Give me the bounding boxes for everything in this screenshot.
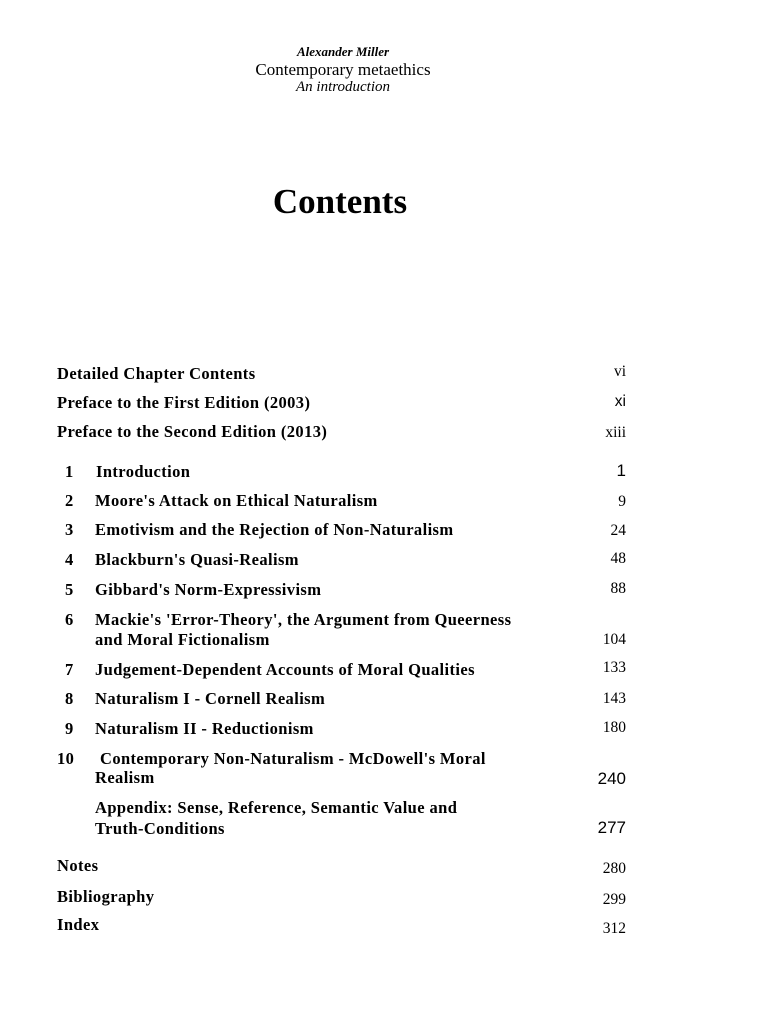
book-subtitle: An introduction	[295, 79, 391, 95]
chapter-title: Introduction	[96, 462, 191, 481]
toc-entry-page: 280	[602, 860, 626, 877]
toc-entry-title: Preface to the Second Edition (2013)	[57, 422, 328, 441]
chapter-number: 3	[65, 520, 74, 539]
chapter-page: 133	[602, 659, 626, 676]
appendix-title-line2: Truth-Conditions	[95, 819, 225, 838]
toc-entry-title: Preface to the First Edition (2003)	[57, 393, 311, 412]
chapter-number: 2	[65, 491, 74, 510]
chapter-title: Naturalism I - Cornell Realism	[95, 689, 326, 708]
chapter-page: 240	[597, 769, 626, 788]
chapter-title: Moore's Attack on Ethical Naturalism	[95, 491, 378, 510]
toc-entry-page: xiii	[605, 424, 626, 441]
appendix-title-line1: Appendix: Sense, Reference, Semantic Value and	[95, 798, 458, 817]
toc-entry-title: Bibliography	[57, 887, 155, 906]
toc-entry-page: 299	[602, 891, 626, 908]
chapter-title: Blackburn's Quasi-Realism	[95, 550, 299, 569]
chapter-number: 4	[65, 550, 74, 569]
chapter-number: 8	[65, 689, 74, 708]
chapter-page: 1	[616, 461, 626, 480]
chapter-number: 7	[65, 660, 74, 679]
chapter-page: 48	[610, 550, 626, 567]
chapter-title: Emotivism and the Rejection of Non-Naturalism	[95, 520, 454, 539]
chapter-page: 180	[602, 719, 626, 736]
chapter-title-line1: Contemporary Non-Naturalism - McDowell's Moral	[100, 749, 486, 768]
toc-entry-page: 312	[602, 920, 626, 937]
chapter-title-line2: and Moral Fictionalism	[95, 630, 270, 649]
chapter-title-line1: Mackie's 'Error-Theory', the Argument from Queerness	[95, 610, 512, 629]
author-name: Alexander Miller	[296, 44, 390, 59]
toc-entry-page: xi	[614, 393, 626, 410]
toc-entry-title: Notes	[57, 856, 99, 875]
chapter-page: 9	[618, 493, 626, 510]
appendix-page: 277	[597, 818, 626, 837]
toc-entry-title: Detailed Chapter Contents	[57, 364, 256, 383]
toc-entry-page: vi	[613, 363, 626, 380]
chapter-number: 1	[65, 462, 74, 481]
chapter-number: 9	[65, 719, 74, 738]
chapter-number: 6	[65, 610, 74, 629]
chapter-title-line2: Realism	[95, 768, 155, 787]
page-title: Contents	[272, 182, 408, 221]
chapter-page: 24	[610, 522, 626, 539]
chapter-page: 88	[610, 580, 626, 597]
chapter-page: 143	[602, 690, 626, 707]
chapter-page: 104	[602, 631, 626, 648]
chapter-number: 5	[65, 580, 74, 599]
chapter-number: 10	[57, 749, 75, 768]
chapter-title: Gibbard's Norm-Expressivism	[95, 580, 322, 599]
chapter-title: Naturalism II - Reductionism	[95, 719, 314, 738]
book-title: Contemporary metaethics	[255, 60, 431, 79]
chapter-title: Judgement-Dependent Accounts of Moral Qualities	[95, 660, 475, 679]
toc-entry-title: Index	[57, 915, 100, 934]
